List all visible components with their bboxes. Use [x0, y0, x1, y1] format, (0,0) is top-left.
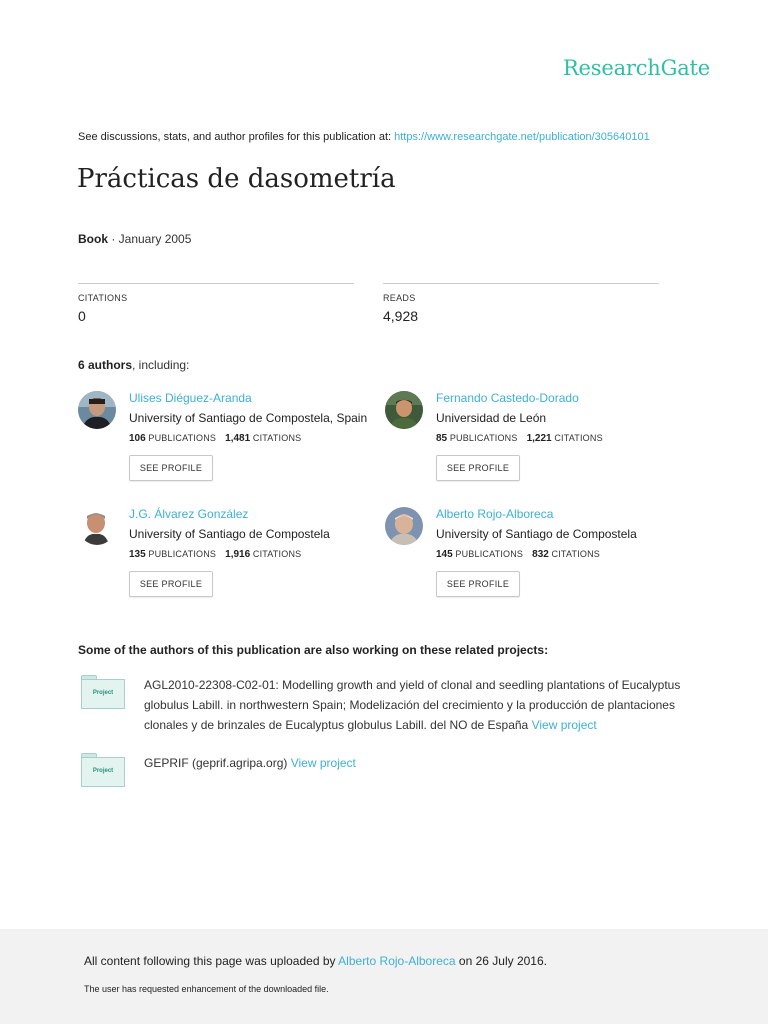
citations-count: 1,221 — [526, 433, 552, 444]
discussion-text: See discussions, stats, and author profiles for this publication at: — [78, 131, 395, 143]
citations-value: 0 — [78, 308, 86, 324]
person-photo-icon — [385, 391, 423, 429]
publications-label: PUBLICATIONS — [148, 549, 217, 559]
project-folder-icon — [81, 753, 125, 787]
researchgate-logo[interactable]: ResearchGate — [562, 56, 710, 80]
view-project-link[interactable]: View project — [290, 756, 356, 770]
project-folder-label: Project — [92, 690, 114, 696]
citations-count-label: CITATIONS — [252, 433, 302, 443]
publications-label: PUBLICATIONS — [449, 433, 518, 443]
reads-stat — [383, 283, 659, 324]
publications-count: 145 — [436, 549, 453, 560]
view-project-link[interactable]: View project — [531, 718, 597, 732]
publication-date: · January 2005 — [108, 232, 192, 246]
person-photo-icon — [78, 507, 116, 545]
author-name-link[interactable]: J.G. Álvarez González — [129, 507, 249, 521]
author-institution: Universidad de León — [436, 411, 547, 425]
citations-count: 1,916 — [225, 549, 251, 560]
person-photo-icon — [385, 507, 423, 545]
author-institution: University of Santiago de Compostela, Spain — [129, 411, 368, 425]
author-avatar[interactable] — [385, 507, 423, 545]
citations-count-label: CITATIONS — [252, 549, 302, 559]
citations-count: 832 — [532, 549, 549, 560]
author-avatar[interactable] — [385, 391, 423, 429]
publications-count: 106 — [129, 433, 146, 444]
publications-count: 135 — [129, 549, 146, 560]
publication-type: Book — [78, 232, 108, 246]
project-folder-label: Project — [92, 768, 114, 774]
see-profile-button[interactable]: SEE PROFILE — [129, 571, 213, 597]
see-profile-button[interactable]: SEE PROFILE — [129, 455, 213, 481]
authors-heading — [78, 358, 189, 372]
project-folder-icon — [81, 675, 125, 709]
author-counts — [436, 549, 696, 560]
publication-type-date — [78, 232, 191, 246]
author-counts — [436, 433, 696, 444]
author-name-link[interactable]: Fernando Castedo-Dorado — [436, 391, 579, 405]
publication-title: Prácticas de dasometría — [77, 164, 396, 194]
author-institution: University of Santiago de Compostela — [129, 527, 330, 541]
project-description — [144, 753, 699, 773]
project-text: GEPRIF (geprif.agripa.org) — [144, 756, 291, 770]
reads-label: READS — [383, 293, 416, 303]
author-name-link[interactable]: Alberto Rojo-Alboreca — [436, 507, 554, 521]
citations-count-label: CITATIONS — [554, 433, 603, 443]
related-projects-heading: Some of the authors of this publication are also working on these related projects: — [78, 643, 549, 657]
author-avatar[interactable] — [78, 507, 116, 545]
person-photo-icon — [78, 391, 116, 429]
authors-count: 6 authors — [78, 358, 133, 372]
uploaded-suffix: on 26 July 2016. — [455, 954, 547, 968]
citations-label: CITATIONS — [78, 293, 128, 303]
uploaded-note — [84, 954, 547, 968]
citations-count: 1,481 — [225, 433, 251, 444]
see-profile-button[interactable]: SEE PROFILE — [436, 571, 520, 597]
author-counts — [129, 433, 389, 444]
project-description — [144, 675, 699, 735]
discussion-line — [78, 131, 650, 143]
uploaded-prefix: All content following this page was uploaded by — [84, 954, 339, 968]
publications-label: PUBLICATIONS — [455, 549, 524, 559]
author-avatar[interactable] — [78, 391, 116, 429]
citations-count-label: CITATIONS — [551, 549, 600, 559]
author-name-link[interactable]: Ulises Diéguez-Aranda — [129, 391, 252, 405]
citations-stat — [78, 283, 354, 324]
enhancement-note: The user has requested enhancement of the downloaded file. — [84, 984, 329, 994]
footer — [0, 929, 768, 1024]
author-counts — [129, 549, 389, 560]
publications-count: 85 — [436, 433, 448, 444]
authors-suffix: , including: — [132, 358, 190, 372]
author-institution: University of Santiago de Compostela — [436, 527, 637, 541]
uploader-link[interactable]: Alberto Rojo-Alboreca — [338, 954, 456, 968]
publication-url-link[interactable]: https://www.researchgate.net/publication/305640101 — [394, 131, 650, 143]
see-profile-button[interactable]: SEE PROFILE — [436, 455, 520, 481]
reads-value: 4,928 — [383, 308, 419, 324]
project-text: AGL2010-22308-C02-01: Modelling growth and yield of clonal and seedling plantations of Eucalyptus globulus Labill. in northwestern Spain; Modelización del crecimiento y la producción de plantaciones clonales y de brinzales de Eucalyptus globulus Labill. del NO de España — [144, 678, 681, 732]
publications-label: PUBLICATIONS — [148, 433, 217, 443]
